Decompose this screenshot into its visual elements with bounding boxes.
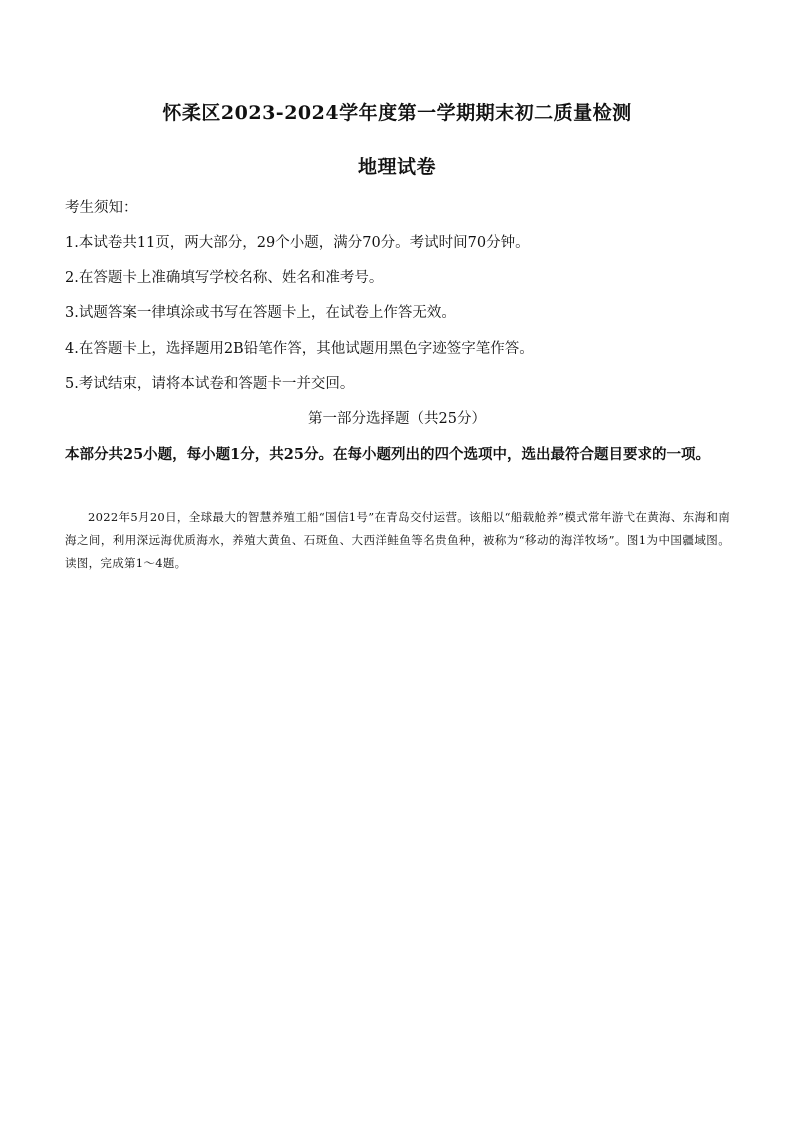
notice-item: 3.试题答案一律填涂或书写在答题卡上，在试卷上作答无效。 xyxy=(65,305,456,321)
notice-item: 5.考试结束，请将本试卷和答题卡一并交回。 xyxy=(65,376,355,392)
notice-heading: 考生须知： xyxy=(65,200,138,216)
part1-title: 第一部分选择题（共25分） xyxy=(308,411,486,427)
notice-item: 4.在答题卡上，选择题用2B铅笔作答，其他试题用黑色字迹签字笔作答。 xyxy=(65,341,534,357)
question-passage: 2022年5月20日，全球最大的智慧养殖工船“国信1号”在青岛交付运营。该船以“船载舱养”模式常年游弋在黄海、东海和南海之间，利用深远海优质海水，养殖大黄鱼、石斑鱼、大西洋鲑鱼等名贵鱼种，被称为“移动的海洋牧场”。图1为中国疆域图。读图，完成第1～4题。 xyxy=(65,510,730,570)
exam-subtitle: 地理试卷 xyxy=(357,156,436,178)
notice-item: 2.在答题卡上准确填写学校名称、姓名和准考号。 xyxy=(65,270,384,286)
notice-item: 1.本试卷共11页，两大部分，29个小题，满分70分。考试时间70分钟。 xyxy=(65,235,530,251)
part1-description: 本部分共25小题，每小题1分，共25分。在每小题列出的四个选项中，选出最符合题目要求的一项。 xyxy=(65,446,710,463)
exam-title: 怀柔区2023-2024学年度第一学期期末初二质量检测 xyxy=(162,102,632,124)
